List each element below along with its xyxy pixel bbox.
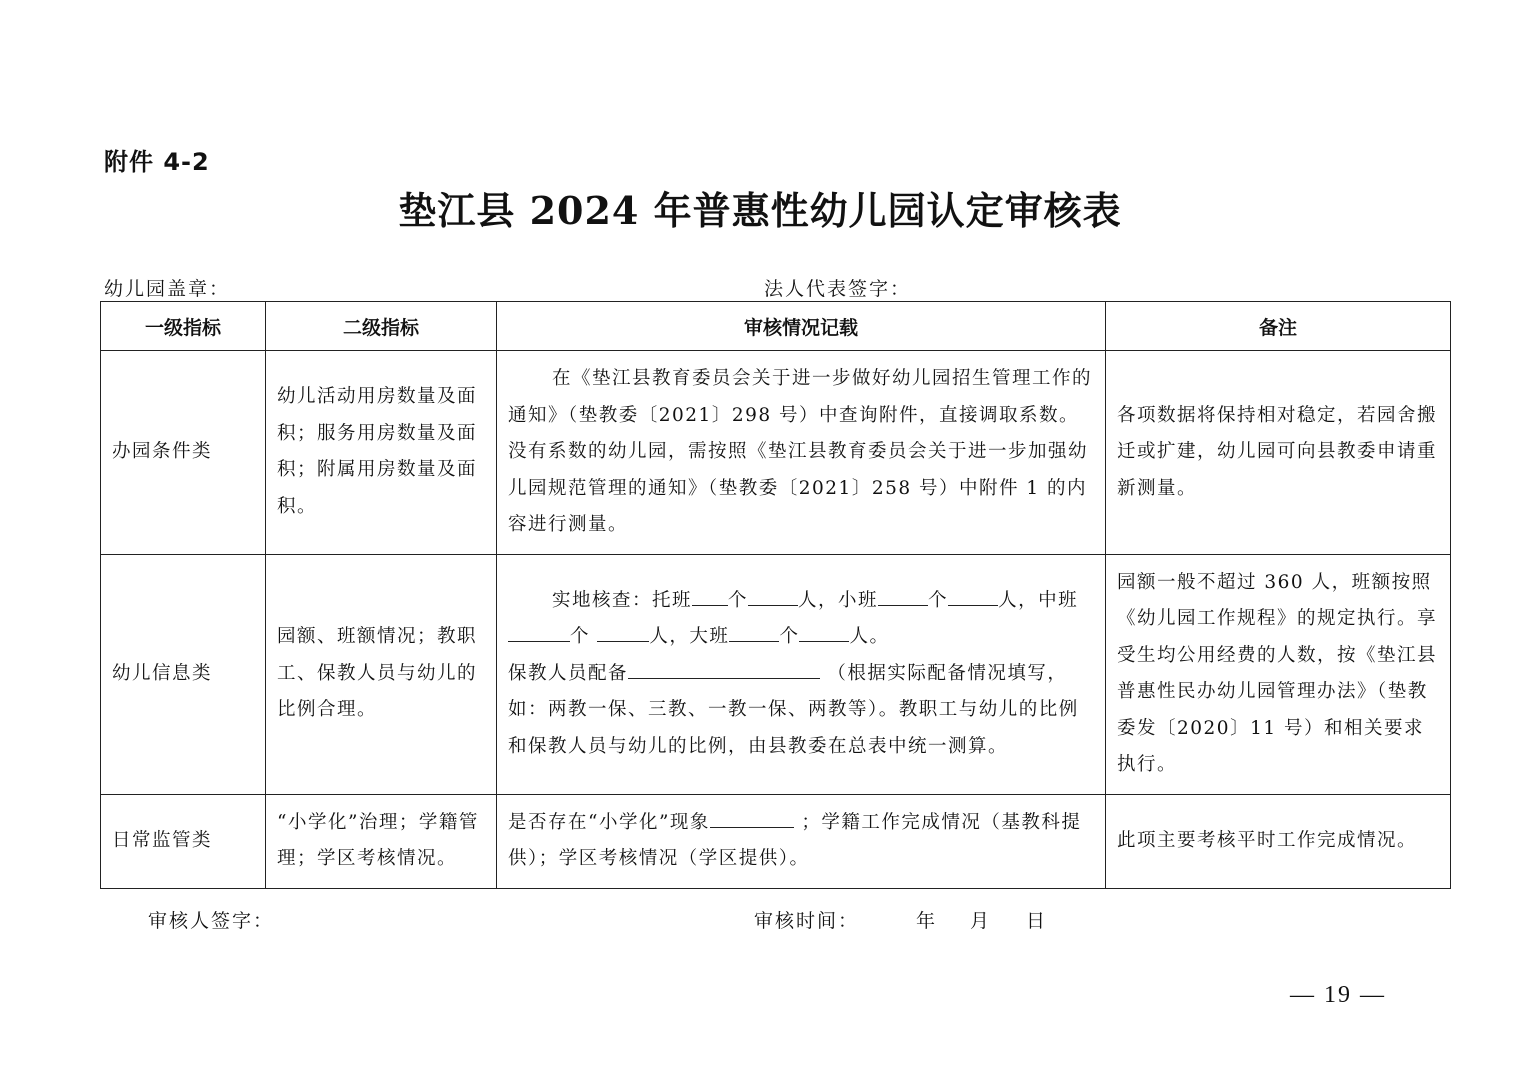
fill-blank[interactable] [729,619,779,642]
fill-blank[interactable] [799,619,849,642]
kindergarten-stamp-label: 幼儿园盖章： [104,278,231,300]
header-record: 审核情况记载 [497,302,1106,351]
note-cell: 此项主要考核平时工作完成情况。 [1106,794,1451,888]
unit-label: 个 [570,626,591,648]
record-cell [497,351,1106,555]
date-month-label: 月 [970,910,990,932]
reviewer-signature-label: 审核人签字： [148,910,275,932]
record-text: 在《垫江县教育委员会关于进一步做好幼儿园招生管理工作的通知》（垫教委〔2021〕298 号）中查询附件，直接调取系数。没有系数的幼儿园，需按照《垫江县教育委员会关于进一步加强幼儿园规范管理的通知》（垫教委〔2021〕258 号）中附件 1 的内容进行测量。 [508,368,1093,535]
table-header-row [101,302,1451,351]
class-label: 中班 [1038,589,1079,611]
fill-blank[interactable] [597,619,649,642]
fill-blank[interactable] [628,656,820,679]
class-label: 小班 [838,589,879,611]
table-row [101,351,1451,555]
fill-blank[interactable] [748,583,798,606]
class-label: 大班 [689,626,730,648]
unit-label: 人。 [849,626,890,648]
page-title: 垫江县 2024 年普惠性幼儿园认定审核表 [398,188,1122,233]
fill-blank[interactable] [878,583,928,606]
header-note: 备注 [1106,302,1451,351]
legal-rep-signature-label: 法人代表签字： [764,278,912,300]
note-cell: 园额一般不超过 360 人，班额按照《幼儿园工作规程》的规定执行。享受生均公用经费的人数，按《垫江县普惠性民办幼儿园管理办法》（垫教委发〔2020〕11 号）和相关要求执行。 [1106,554,1451,794]
staff-label: 保教人员配备 [508,662,629,684]
unit-label: 个 [779,626,800,648]
onsite-check-label: 实地核查：托班 [552,589,693,611]
table-row [101,794,1451,888]
record-cell [497,554,1106,794]
unit-label: 个 [728,589,749,611]
page-number: — 19 — [1290,982,1386,1008]
note-cell: 各项数据将保持相对稳定，若园舍搬迁或扩建，幼儿园可向县教委申请重新测量。 [1106,351,1451,555]
unit-label: 人， [649,626,690,648]
fill-blank[interactable] [508,619,570,642]
review-time-label: 审核时间： [754,910,860,932]
level1-cell: 日常监管类 [101,794,266,888]
record-cell [497,794,1106,888]
review-table [100,301,1451,889]
unit-label: 个 [928,589,949,611]
fill-blank[interactable] [948,583,998,606]
fill-blank[interactable] [692,583,728,606]
unit-label: 人， [998,589,1039,611]
date-day-label: 日 [1026,910,1046,932]
level2-cell: 幼儿活动用房数量及面积；服务用房数量及面积；附属用房数量及面积。 [266,351,497,555]
staff-note: （根据实际配备情况填写，如：两教一保、三教、一教一保、两教等）。教职工与幼儿的比例和保教人员与幼儿的比例，由县教委在总表中统一测算。 [508,662,1079,757]
fill-blank[interactable] [710,805,794,828]
level2-cell: 园额、班额情况；教职工、保教人员与幼儿的比例合理。 [266,554,497,794]
date-year-label: 年 [916,910,936,932]
level2-cell: “小学化”治理；学籍管理；学区考核情况。 [266,794,497,888]
level1-cell: 办园条件类 [101,351,266,555]
table-row [101,554,1451,794]
attachment-number: 附件 4-2 [104,148,210,176]
level1-cell: 幼儿信息类 [101,554,266,794]
header-level2: 二级指标 [266,302,497,351]
unit-label: 人， [798,589,839,611]
record-rest: ；学籍工作完成情况（基教科提供）；学区考核情况（学区提供）。 [508,811,1082,869]
primary-school-label: 是否存在“小学化”现象 [508,811,710,833]
header-level1: 一级指标 [101,302,266,351]
